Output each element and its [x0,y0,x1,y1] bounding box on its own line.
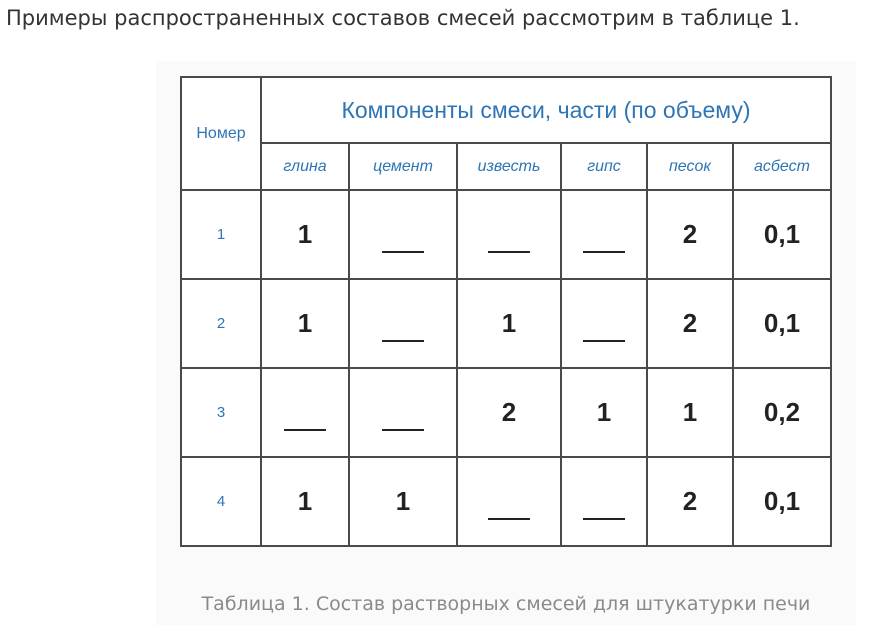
dash-mark [583,518,625,520]
dash-mark [583,340,625,342]
value-cell: 1 [457,279,561,368]
value-cell: 0,1 [733,457,831,546]
table-row [181,190,831,279]
empty-cell [261,368,349,457]
table-body [181,190,831,546]
dash-mark [488,251,530,253]
number-column-header: Номер [181,77,261,190]
row-number: 1 [181,190,261,279]
dash-mark [382,251,424,253]
row-number: 3 [181,368,261,457]
value-cell: 2 [647,190,733,279]
row-number: 4 [181,457,261,546]
component-header: глина [261,143,349,190]
dash-mark [583,251,625,253]
value-cell: 1 [647,368,733,457]
empty-cell [457,457,561,546]
value-cell: 2 [647,457,733,546]
component-header-row [181,143,831,190]
mix-composition-table [180,76,832,547]
empty-cell [349,190,457,279]
table-caption: Таблица 1. Состав растворных смесей для штукатурки печи [201,593,811,615]
dash-mark [284,429,326,431]
empty-cell [457,190,561,279]
empty-cell [349,279,457,368]
component-header: цемент [349,143,457,190]
value-cell: 1 [561,368,647,457]
table-figure [156,61,856,625]
component-header: гипс [561,143,647,190]
value-cell: 2 [647,279,733,368]
row-number: 2 [181,279,261,368]
table-row [181,279,831,368]
component-header: известь [457,143,561,190]
table-row [181,457,831,546]
dash-mark [488,518,530,520]
components-group-header: Компоненты смеси, части (по объему) [261,77,831,143]
value-cell: 2 [457,368,561,457]
intro-paragraph: Примеры распространенных составов смесей рассмотрим в таблице 1. [6,6,800,30]
component-header: песок [647,143,733,190]
empty-cell [349,368,457,457]
value-cell: 1 [261,190,349,279]
component-header: асбест [733,143,831,190]
value-cell: 1 [349,457,457,546]
empty-cell [561,190,647,279]
value-cell: 0,2 [733,368,831,457]
table-row [181,368,831,457]
value-cell: 0,1 [733,190,831,279]
dash-mark [382,429,424,431]
value-cell: 1 [261,457,349,546]
value-cell: 1 [261,279,349,368]
empty-cell [561,279,647,368]
value-cell: 0,1 [733,279,831,368]
dash-mark [382,340,424,342]
empty-cell [561,457,647,546]
